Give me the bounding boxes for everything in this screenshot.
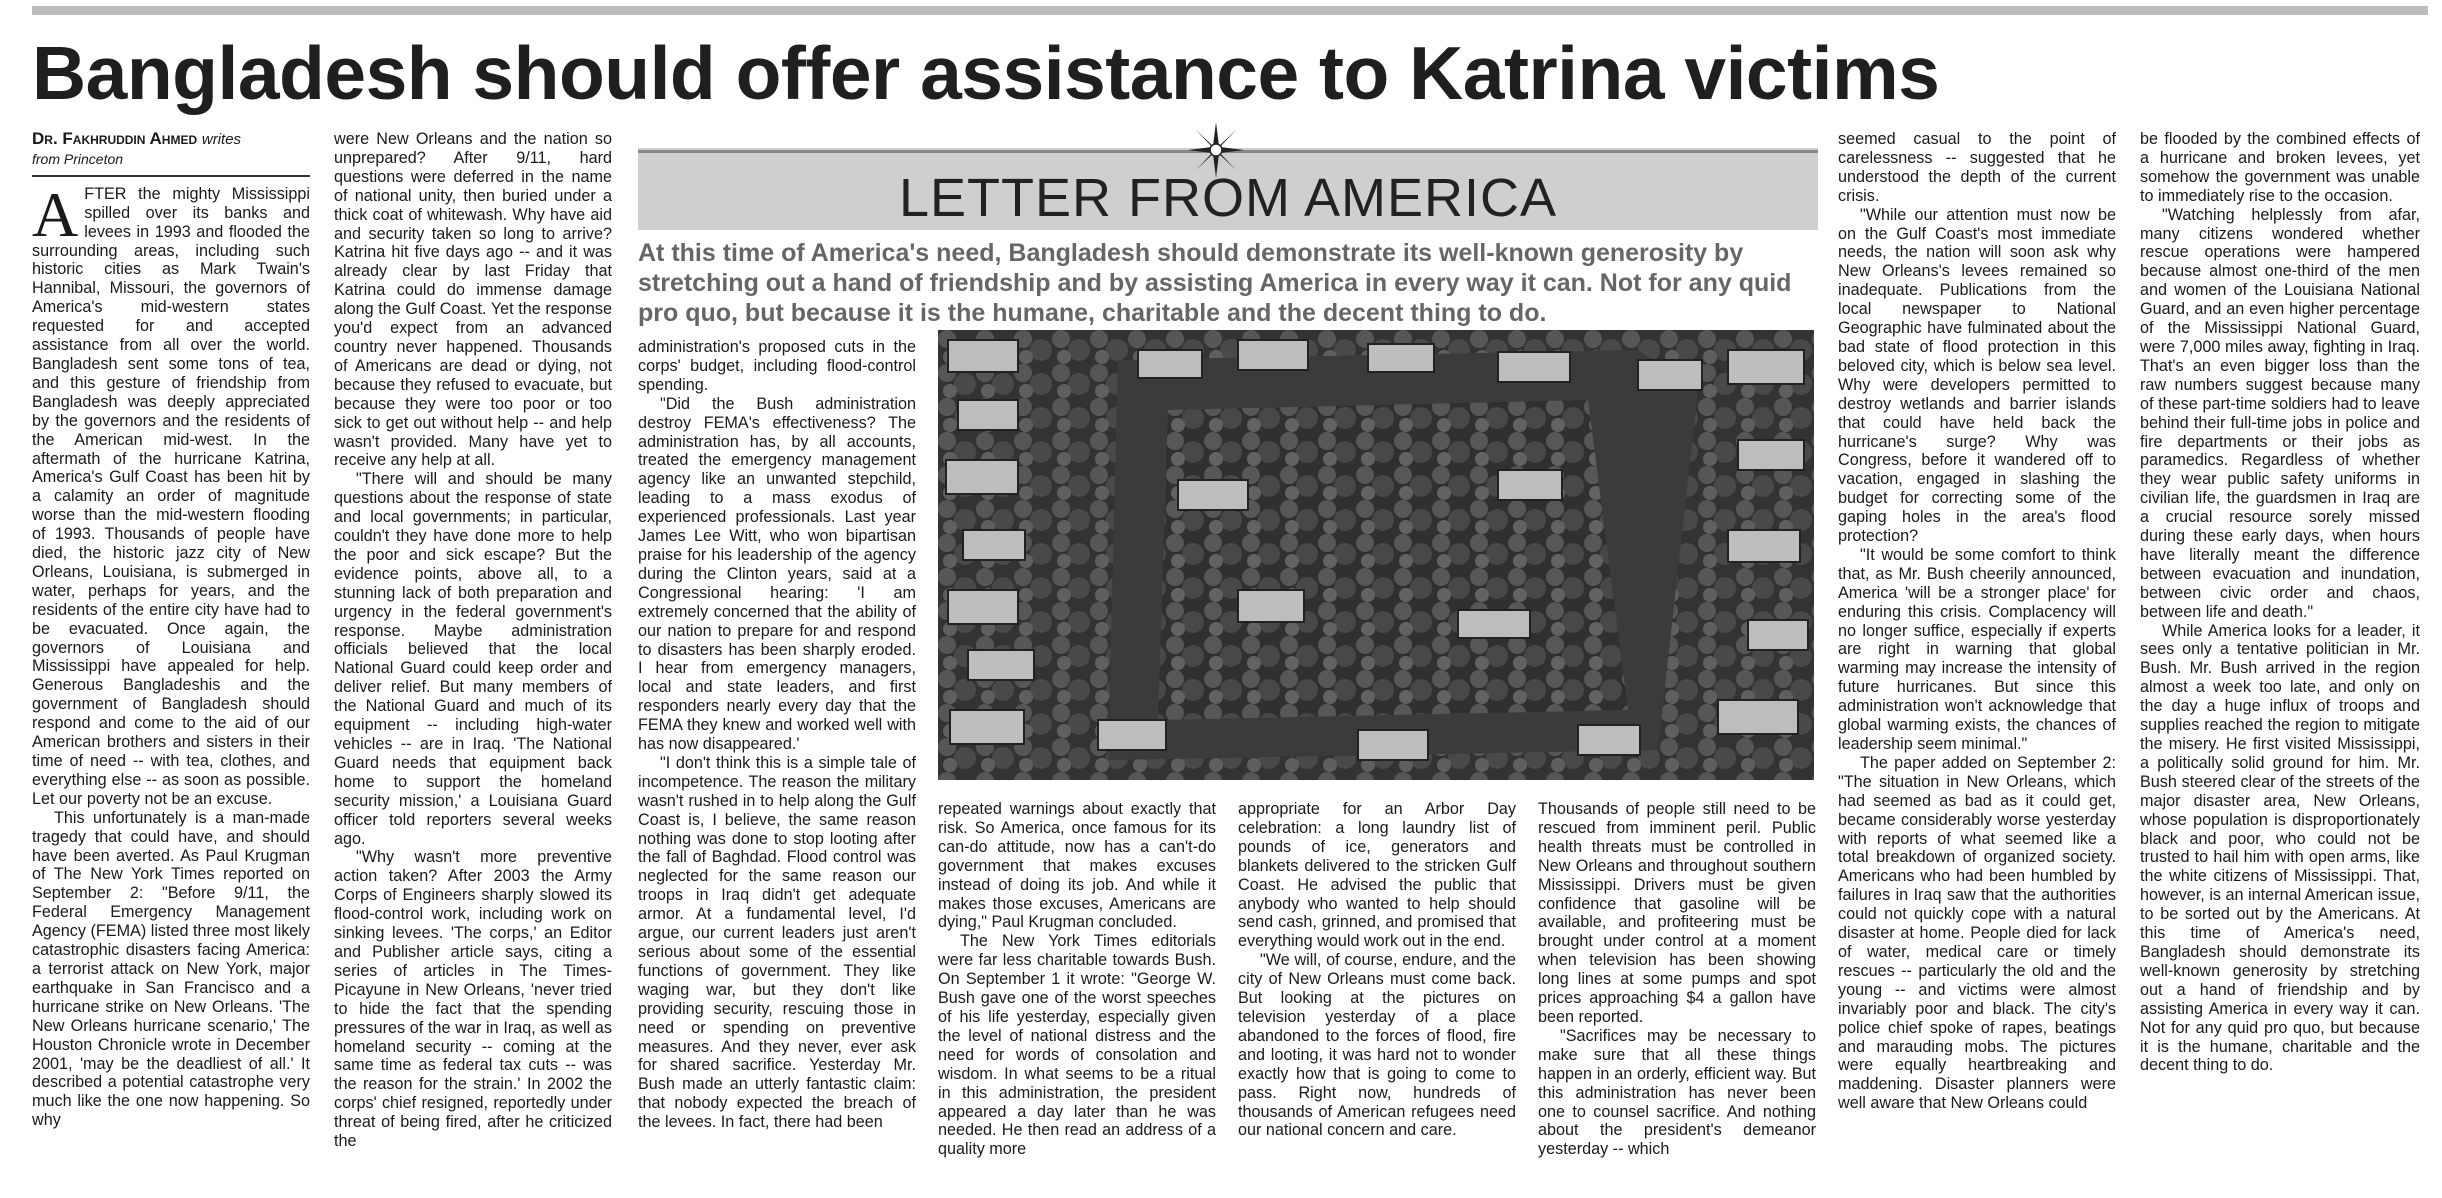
- article-paragraph: While America looks for a leader, it sees only a tentative politician in Mr. Bush. Mr. Bush arrived in the region almost a week too late, and only on the day a huge influx of troops and supplies reached the region to mitigate the misery. He first visited Mississippi, a politically solid ground for him. Mr. Bush steered clear of the streets of the major disaster area, New Orleans, whose population is disproportionately black and poor, who could not be trusted to hail him with open arms, like the white citizens of Mississippi. That, however, is an internal American issue, to be sorted out by the Americans. At this time of America's need, Bangladesh should demonstrate its well-known generosity by stretching out a hand of friendship and by assisting America in every way it can. Not for any quid pro quo, but because it is the humane, charitable and the decent thing to do.: [2140, 621, 2420, 1075]
- aerial-flood-image: [938, 330, 1814, 780]
- article-column-2: [334, 130, 612, 1180]
- byline-prefix: Dr.: [32, 130, 63, 148]
- article-paragraph: Thousands of people still need to be rescued from imminent peril. Public health threats must be controlled in New Orleans and throughout southern Mississippi. Drivers must be given confidence that gasoline will be available, and profiteering must be brought under control at a moment when television has been showing long lines at some pumps and spot prices approaching $4 a gallon have been reported.: [1538, 800, 1816, 1026]
- article-paragraph: "Why wasn't more preventive action taken? After 2003 the Army Corps of Engineers sharply slowed its flood-control work, including work on sinking levees. 'The corps,' an Editor and Publisher article says, citing a series of articles in The Times-Picayune in New Orleans, 'never tried to hide the fact that the spending pressures of the war in Iraq, as well as homeland security -- coming at the same time as federal tax cuts -- was the reason for the strain.' In 2002 the corps' chief resigned, reportedly under threat of being fired, after he criticized the: [334, 848, 612, 1151]
- article-paragraph: "Did the Bush administration destroy FEMA's effectiveness? The administration has, by all accounts, treated the emergency management agency like an unwanted stepchild, leading to a mass exodus of experienced professionals. Last year James Lee Witt, who won bipartisan praise for his leadership of the agency during the Clinton years, said at a Congressional hearing: 'I am extremely concerned that the ability of our nation to prepare for and respond to disasters has been sharply eroded. I hear from emergency managers, local and state leaders, and first responders nearly every day that the FEMA they knew and worked well with has now disappeared.': [638, 394, 916, 754]
- article-paragraph: seemed casual to the point of carelessness -- suggested that he understood the depth of the current crisis.: [1838, 130, 2116, 205]
- article-paragraph: "While our attention must now be on the Gulf Coast's most immediate needs, the nation will soon ask why New Orleans's levees remained so inadequate. Publications from the local newspaper to National Geographic have fulminated about the bad state of flood protection in this beloved city, which is below sea level. Why were developers permitted to destroy wetlands and barrier islands that could have held back the hurricane's surge? Why was Congress, before it wandered off to vacation, engaged in slashing the budget for correcting some of the gaping holes in the area's flood protection?: [1838, 205, 2116, 546]
- article-paragraph: AFTER the mighty Mississippi spilled over its banks and levees in 1993 and flooded the surrounding areas, including such historic cities as Mark Twain's Hannibal, Missouri, the governors of America's mid-western states requested for and accepted assistance from all over the world. Bangladesh sent some tons of tea, and this gesture of friendship from Bangladesh was deeply appreciated by the governors and the residents of the American mid-west. In the aftermath of the hurricane Katrina, America's Gulf Coast has been hit by a calamity an order of magnitude worse than the mid-western flooding of 1993. Thousands of people have died, the historic jazz city of New Orleans, Louisiana, is submerged in water, perhaps for years, and the residents of the entire city have had to be evacuated. Once again, the governors of Louisiana and Mississippi have appealed for help. Generous Bangladeshis and the government of Bangladesh should respond and come to the aid of our American brothers and sisters in their time of need -- with tea, clothes, and everything else -- as soon as possible. Let our poverty not be an excuse.: [32, 178, 310, 808]
- top-rule: [32, 6, 2428, 15]
- flood-photo: [938, 330, 1814, 780]
- byline-location: from Princeton: [32, 150, 124, 167]
- article-column-5: [1238, 800, 1516, 1180]
- byline-author: Fakhruddin Ahmed: [62, 130, 198, 148]
- article-paragraph: were New Orleans and the nation so unprepared? After 9/11, hard questions were deferred in the name of national unity, then buried under a thick coat of whitewash. Why have aid and security taken so long to arrive? Katrina hit five days ago -- and it was already clear by last Friday that Katrina could do immense damage along the Gulf Coast. Yet the response you'd expect from an advanced country never happened. Thousands of Americans are dead or dying, not because they refused to evacuate, but because they were too poor or too sick to get out without help -- and help wasn't provided. Many have yet to receive any help at all.: [334, 130, 612, 470]
- article-paragraph: The New York Times editorials were far less charitable towards Bush. On September 1 it wrote: "George W. Bush gave one of the worst speeches of his life yesterday, especially given the level of national distress and the need for words of consolation and wisdom. In what seems to be a ritual in this administration, the president appeared a day later than he was needed. He then read an address of a quality more: [938, 932, 1216, 1159]
- page-headline: Bangladesh should offer assistance to Katrina victims: [32, 31, 1940, 115]
- article-deck: At this time of America's need, Bangladesh should demonstrate its well-known generosity by stretching out a hand of friendship and by assisting America in every way it can. Not for any quid pro quo, but because it is the humane, charitable and the decent thing to do.: [638, 239, 1792, 327]
- article-column-4: [938, 800, 1216, 1180]
- article-column-3: [638, 338, 916, 1180]
- article-column-1: [32, 130, 310, 1180]
- article-paragraph: appropriate for an Arbor Day celebration: a long laundry list of pounds of ice, generators and blankets delivered to the stricken Gulf Coast. He advised the public that anybody who wanted to help should send cash, grinned, and promised that everything would work out in the end.: [1238, 800, 1516, 951]
- article-paragraph: "I don't think this is a simple tale of incompetence. The reason the military wasn't rushed in to help along the Gulf Coast is, I believe, the same reason nothing was done to stop looting after the fall of Baghdad. Flood control was neglected for the same reason our troops in Iraq didn't get adequate armor. At a fundamental level, I'd argue, our current leaders just aren't serious about some of the essential functions of government. They like waging war, but they don't like providing security, rescuing those in need or spending on preventive measures. And they never, ever ask for shared sacrifice. Yesterday Mr. Bush made an utterly fantastic claim: that nobody expected the breach of the levees. In fact, there had been: [638, 753, 916, 1132]
- byline-writes: writes: [201, 131, 242, 148]
- article-column-7: [2140, 130, 2420, 1180]
- article-column-6-lower: [1538, 800, 1816, 1180]
- article-paragraph: "There will and should be many questions about the response of state and local governments; in particular, couldn't they have done more to help the poor and sick escape? But the evidence points, above all, to a stunning lack of both preparation and urgency in the federal government's response. Maybe administration officials believed that the local National Guard could keep order and deliver relief. But many members of the National Guard and much of its equipment -- including high-water vehicles -- are in Iraq. 'The National Guard needs that equipment back home to support the homeland security mission,' a Louisiana Guard officer told reporters several weeks ago.: [334, 470, 612, 848]
- drop-cap: A: [32, 178, 79, 250]
- byline: [32, 130, 310, 150]
- byline-rule: [32, 175, 310, 177]
- article-paragraph: "We will, of course, endure, and the city of New Orleans must come back. But looking at the pictures on television yesterday of a place abandoned to the forces of flood, fire and looting, it was hard not to wonder exactly how that is going to come to pass. Right now, hundreds of thousands of American refugees need our national concern and care.: [1238, 951, 1516, 1140]
- article-paragraph: This unfortunately is a man-made tragedy that could have, and should have been averted. As Paul Krugman of The New York Times reported on September 2: "Before 9/11, the Federal Emergency Management Agency (FEMA) listed three most likely catastrophic disasters facing America: a terrorist attack on New York, major earthquake in San Francisco and a hurricane strike on New Orleans. 'The New Orleans hurricane scenario,' The Houston Chronicle wrote in December 2001, 'may be the deadliest of all.' It described a potential catastrophe very much like the one now happening. So why: [32, 808, 310, 1130]
- article-paragraph: The paper added on September 2: "The situation in New Orleans, which had seemed as bad as it could get, became considerably worse yesterday with reports of what seemed like a total breakdown of organized society. Americans who had been humbled by failures in Iraq saw that the authorities could not quickly cope with a natural disaster at home. People died for lack of water, medical care or timely rescues -- particularly the old and the young -- and victims were almost invariably poor and black. The city's police chief spoke of rapes, beatings and marauding mobs. The pictures were equally heartbreaking and maddening. Disaster planners were well aware that New Orleans could: [1838, 753, 2116, 1113]
- article-paragraph: administration's proposed cuts in the corps' budget, including flood-control spending.: [638, 338, 916, 394]
- article-paragraph: "It would be some comfort to think that, as Mr. Bush cheerily announced, America 'will be a stronger place' for enduring this crisis. Complacency will no longer suffice, especially if experts are right in warning that global warming may increase the intensity of future hurricanes. But since this administration won't acknowledge that global warming exists, the chances of leadership seem minimal.": [1838, 545, 2116, 753]
- article-paragraph: "Sacrifices may be necessary to make sure that all these things happen in an orderly, efficient way. But this administration has never been one to counsel sacrifice. And nothing about the president's demeanor yesterday -- which: [1538, 1026, 1816, 1159]
- article-column-6-upper: [1838, 130, 2116, 1180]
- article-paragraph: be flooded by the combined effects of a hurricane and broken levees, yet somehow the government was unable to immediately rise to the occasion.: [2140, 130, 2420, 205]
- article-paragraph: "Watching helplessly from afar, many citizens wondered whether rescue operations were hampered because almost one-third of the men and women of the Louisiana National Guard, and an even higher percentage of the Mississippi National Guard, were 7,000 miles away, fighting in Iraq. That's an even bigger loss than the raw numbers suggest because many of these part-time soldiers had to leave behind their full-time jobs in police and fire departments or their jobs as paramedics. Regardless of whether they wear public safety uniforms in civilian life, the guardsmen in Iraq are a crucial resource sorely missed during these early days, when hours have literally meant the difference between evacuation and inundation, between civic order and chaos, between life and death.": [2140, 205, 2420, 621]
- article-paragraph: repeated warnings about exactly that risk. So America, once famous for its can-do attitude, now has a can't-do government that makes excuses instead of doing its job. And while it makes those excuses, Americans are dying," Paul Krugman concluded.: [938, 800, 1216, 932]
- section-title: LETTER FROM AMERICA: [898, 168, 1558, 228]
